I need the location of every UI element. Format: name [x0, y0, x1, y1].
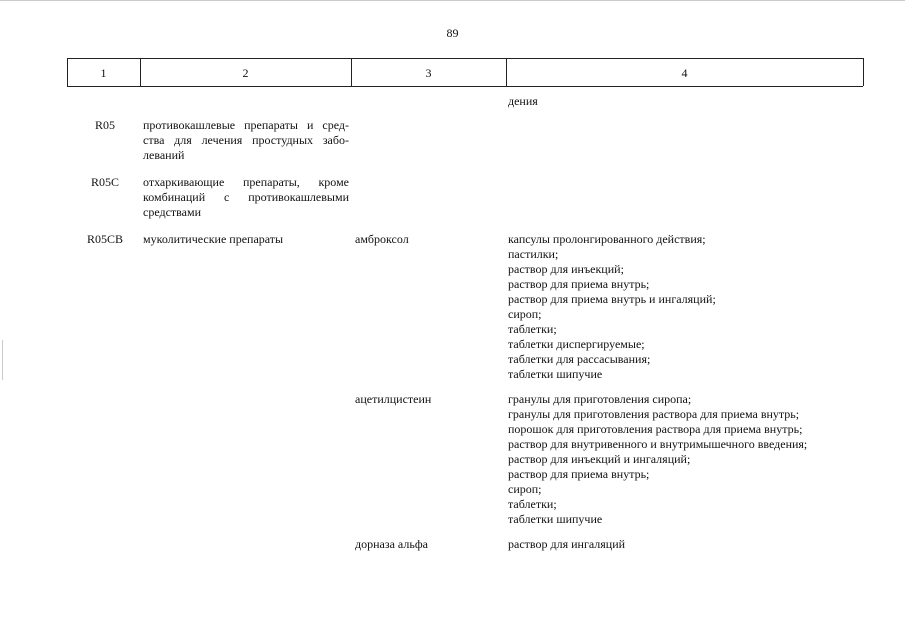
column-header-3: 3 [425, 66, 432, 80]
dosage-forms-dornase-alfa [508, 537, 625, 552]
table-border-right [863, 58, 864, 86]
atc-code-r05c: R05C [90, 175, 119, 189]
column-header-2: 2 [242, 66, 249, 80]
dosage-form: пастилки; [508, 247, 559, 261]
dosage-form: раствор для приема внутрь и ингаляций; [508, 292, 716, 306]
dosage-form: раствор для внутривенного и внутримышечного введения; [508, 437, 808, 451]
dosage-form: порошок для приготовления раствора для приема внутрь; [508, 422, 803, 436]
atc-description-r05c [143, 175, 349, 220]
scan-edge-left [2, 340, 3, 380]
page-number: 89 [446, 26, 459, 40]
dosage-form: таблетки диспергируемые; [508, 337, 645, 351]
drug-name-acetylcysteine: ацетилцистеин [355, 392, 432, 406]
dosage-form: раствор для инъекций; [508, 262, 624, 276]
scan-edge-top [0, 0, 905, 1]
description-line: отхаркивающие препараты, кроме комбинаций с противокашлевыми средствами [143, 175, 349, 219]
dosage-form: гранулы для приготовления сиропа; [508, 392, 692, 406]
dosage-form: таблетки; [508, 497, 557, 511]
dosage-form: таблетки для рассасывания; [508, 352, 651, 366]
dosage-form: раствор для приема внутрь; [508, 467, 650, 481]
atc-description-r05 [143, 118, 349, 163]
dosage-form: раствор для приема внутрь; [508, 277, 650, 291]
drug-name-dornase-alfa: дорназа альфа [355, 537, 428, 551]
column-header-1: 1 [100, 66, 107, 80]
atc-code-r05cb: R05CB [86, 232, 123, 246]
dosage-form: капсулы пролонгированного действия; [508, 232, 706, 246]
dosage-form: таблетки; [508, 322, 557, 336]
dosage-forms-ambroxol [508, 232, 716, 382]
dosage-form: раствор для инъекций и ингаляций; [508, 452, 691, 466]
continuation-text: дения [508, 94, 538, 108]
description-line: противокашлевые препараты и сред-ства для лечения простудных забо-леваний [143, 118, 349, 162]
column-header-4: 4 [681, 66, 688, 80]
dosage-form: таблетки шипучие [508, 512, 603, 526]
table-header-bottom-rule [67, 86, 863, 87]
dosage-form: таблетки шипучие [508, 367, 603, 381]
atc-code-r05: R05 [94, 118, 115, 132]
dosage-forms-acetylcysteine [508, 392, 807, 527]
atc-description-r05cb: муколитические препараты [143, 232, 284, 246]
drug-name-ambroxol: амброксол [355, 232, 409, 246]
table-top-rule [67, 58, 863, 59]
dosage-form: сироп; [508, 307, 542, 321]
dosage-form: гранулы для приготовления раствора для приема внутрь; [508, 407, 800, 421]
dosage-form: раствор для ингаляций [508, 537, 626, 551]
dosage-form: сироп; [508, 482, 542, 496]
